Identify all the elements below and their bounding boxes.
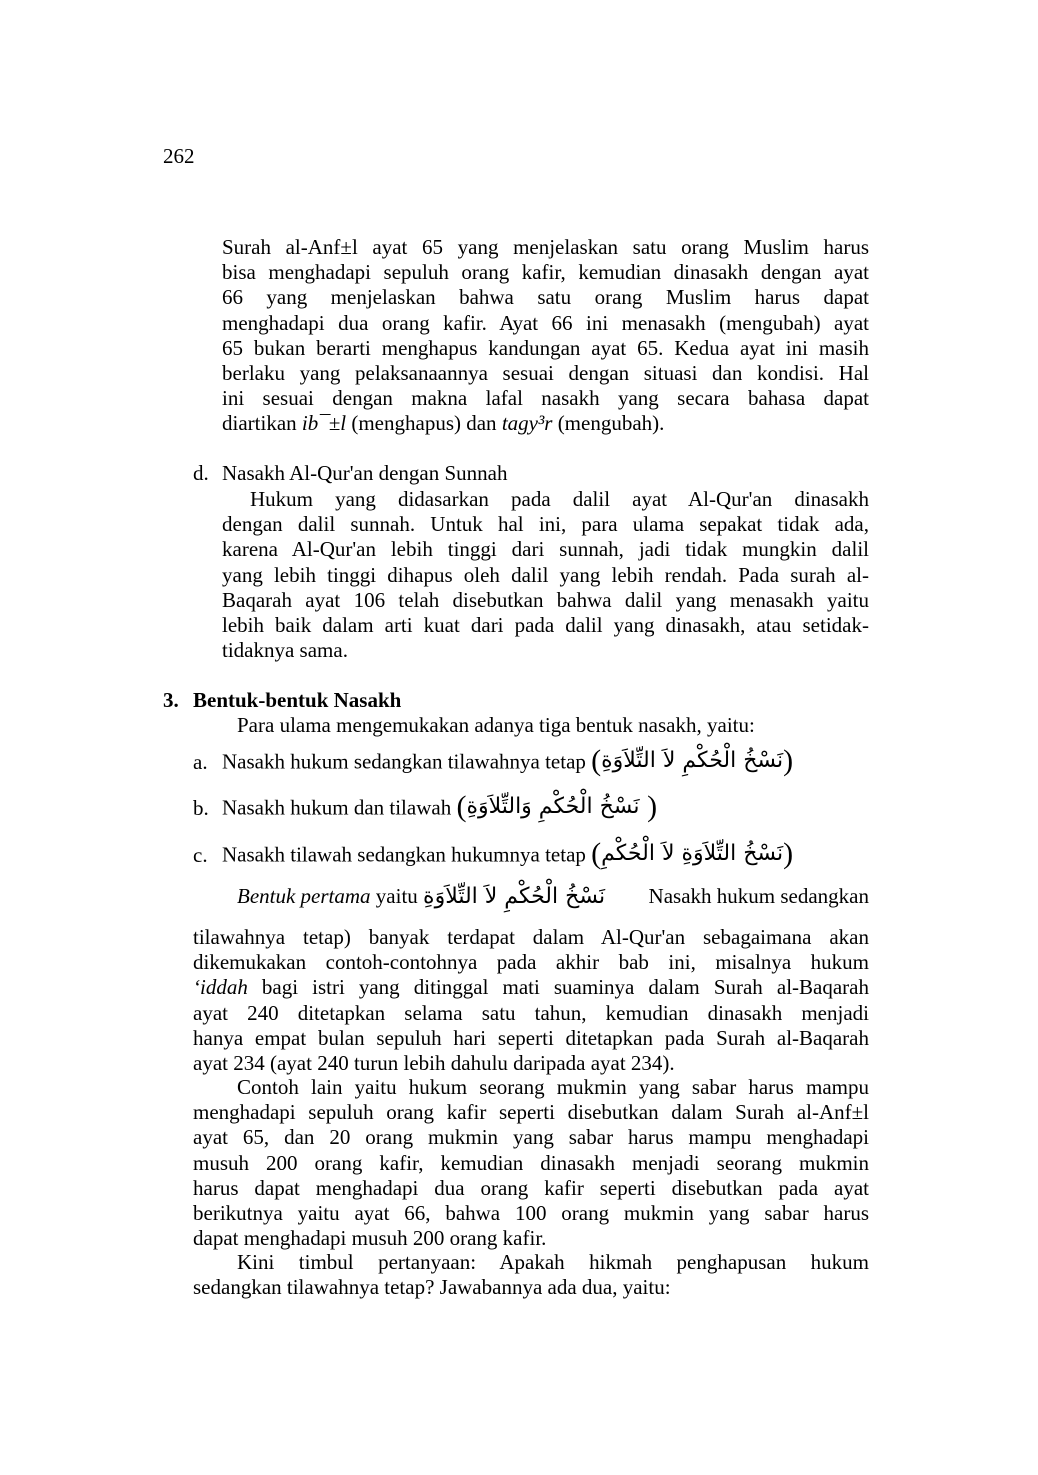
list-item-b: Nasakh hukum dan tilawah (نَسْخُ الْحُكْمِ وَالتِّلاَوَةِ ) bbox=[222, 790, 658, 823]
arabic-term-c: نَسْخُ التِّلاَوَةِ لاَ الْحُكْمِ bbox=[601, 841, 784, 866]
text-line: 65 bukan berarti menghapus kandungan ayat 65. Kedua ayat ini masih bbox=[222, 335, 869, 360]
bentuk-pertama-italic: Bentuk pertama bbox=[237, 884, 371, 908]
text-line: yang lebih tinggi dihapus oleh dalil yang lebih rendah. Pada surah al- bbox=[222, 562, 869, 587]
text-line: lebih baik dalam arti kuat dari pada dalil yang dinasakh, atau setidak- bbox=[222, 612, 869, 637]
text-line: berlaku yang pelaksanaannya sesuai dengan situasi dan kondisi. Hal bbox=[222, 360, 869, 385]
term-iddah: ‘iddah bbox=[193, 975, 248, 1000]
text-line: dengan dalil sunnah. Untuk hal ini, para ulama sepakat tidak ada, bbox=[222, 512, 869, 537]
text-line: dikemukakan contoh-contohnya pada akhir bab ini, misalnya hukum bbox=[193, 950, 869, 975]
list-item-b-marker: b. bbox=[193, 796, 209, 820]
text-line: Baqarah ayat 106 telah disebutkan bahwa dalil yang menasakh yaitu bbox=[222, 587, 869, 612]
text-line: menghadapi sepuluh orang kafir seperti disebutkan dalam Surah al-Anf±l bbox=[193, 1100, 869, 1125]
text-line: Hukum yang didasarkan pada dalil ayat Al-Qur'an dinasakh bbox=[250, 487, 869, 511]
term-tagyir: tagy³r bbox=[501, 411, 553, 436]
text-line: tilawahnya tetap) banyak terdapat dalam Al-Qur'an sebagaimana akan bbox=[193, 925, 869, 949]
text-line: Kini timbul pertanyaan: Apakah hikmah penghapusan hukum bbox=[237, 1250, 869, 1274]
bentuk-pertama-line: Bentuk pertama yaitu نَسْخُ الْحُكْمِ لاَ التِّلاَوَةِ Nasakh hukum sedangkan bbox=[237, 884, 869, 909]
text-line: ini sesuai dengan makna lafal nasakh yang secara bahasa dapat bbox=[222, 386, 869, 411]
text-line: ayat 234 (ayat 240 turun lebih dahulu daripada ayat 234). bbox=[193, 1050, 675, 1075]
text-line: berikutnya yaitu ayat 66, bahwa 100 orang mukmin yang sabar harus bbox=[193, 1200, 869, 1225]
paragraph-anfal bbox=[222, 235, 869, 437]
section-3-intro: Para ulama mengemukakan adanya tiga bentuk nasakh, yaitu: bbox=[237, 713, 755, 737]
section-3-title: Bentuk-bentuk Nasakh bbox=[193, 688, 402, 712]
text-line: karena Al-Qur'an lebih tinggi dari sunnah, jadi tidak mungkin dalil bbox=[222, 537, 869, 562]
text-line: diartikan ib¯±l (menghapus) dan tagy³r (mengubah). bbox=[222, 411, 665, 436]
section-d-marker: d. bbox=[193, 461, 209, 485]
page-number: 262 bbox=[163, 144, 195, 168]
text-line: menghadapi dua orang kafir. Ayat 66 ini menasakh (mengubah) ayat bbox=[222, 310, 869, 335]
text-line: bisa menghadapi sepuluh orang kafir, kemudian dinasakh dengan ayat bbox=[222, 260, 869, 285]
list-item-c: Nasakh tilawah sedangkan hukumnya tetap (نَسْخُ التِّلاَوَةِ لاَ الْحُكْمِ) bbox=[222, 837, 794, 870]
text-line: hanya empat bulan sepuluh hari seperti ditetapkan pada Surah al-Baqarah bbox=[193, 1025, 869, 1050]
paragraph-contoh-lain bbox=[193, 1075, 869, 1251]
text-line: tidaknya sama. bbox=[222, 638, 348, 663]
section-d-title: Nasakh Al-Qur'an dengan Sunnah bbox=[222, 461, 508, 485]
list-item-a-marker: a. bbox=[193, 750, 208, 774]
text-line: musuh 200 orang kafir, kemudian dinasakh menjadi seorang mukmin bbox=[193, 1150, 869, 1175]
text-line: ‘iddah bagi istri yang ditinggal mati suaminya dalam Surah al-Baqarah bbox=[193, 975, 869, 1000]
arabic-term-b: نَسْخُ الْحُكْمِ وَالتِّلاَوَةِ bbox=[466, 794, 640, 819]
list-item-c-marker: c. bbox=[193, 843, 208, 867]
text-line: ayat 65, dan 20 orang mukmin yang sabar harus mampu menghadapi bbox=[193, 1125, 869, 1150]
text-line: 66 yang menjelaskan bahwa satu orang Muslim harus dapat bbox=[222, 285, 869, 310]
arabic-term-a: نَسْخُ الْحُكْمِ لاَ التِّلاَوَةِ bbox=[601, 748, 784, 773]
text-line: harus dapat menghadapi dua orang kafir seperti disebutkan pada ayat bbox=[193, 1175, 869, 1200]
text-line: Surah al-Anf±l ayat 65 yang menjelaskan satu orang Muslim harus bbox=[222, 235, 869, 259]
paragraph-bentuk-pertama bbox=[193, 925, 869, 1076]
term-ibtal: ib¯±l bbox=[301, 411, 347, 436]
text-line: dapat menghadapi musuh 200 orang kafir. bbox=[193, 1226, 547, 1251]
arabic-term-pertama: نَسْخُ الْحُكْمِ لاَ التِّلاَوَةِ bbox=[423, 884, 606, 909]
text-line: Contoh lain yaitu hukum seorang mukmin yang sabar harus mampu bbox=[237, 1075, 869, 1099]
section-3-number: 3. bbox=[163, 688, 179, 712]
paragraph-kini-timbul bbox=[193, 1250, 869, 1300]
paragraph-sunnah bbox=[222, 487, 869, 663]
text-line: sedangkan tilawahnya tetap? Jawabannya ada dua, yaitu: bbox=[193, 1275, 671, 1300]
list-item-a: Nasakh hukum sedangkan tilawahnya tetap (نَسْخُ الْحُكْمِ لاَ التِّلاَوَةِ) bbox=[222, 744, 794, 777]
text-line: ayat 240 ditetapkan selama satu tahun, kemudian dinasakh menjadi bbox=[193, 1000, 869, 1025]
